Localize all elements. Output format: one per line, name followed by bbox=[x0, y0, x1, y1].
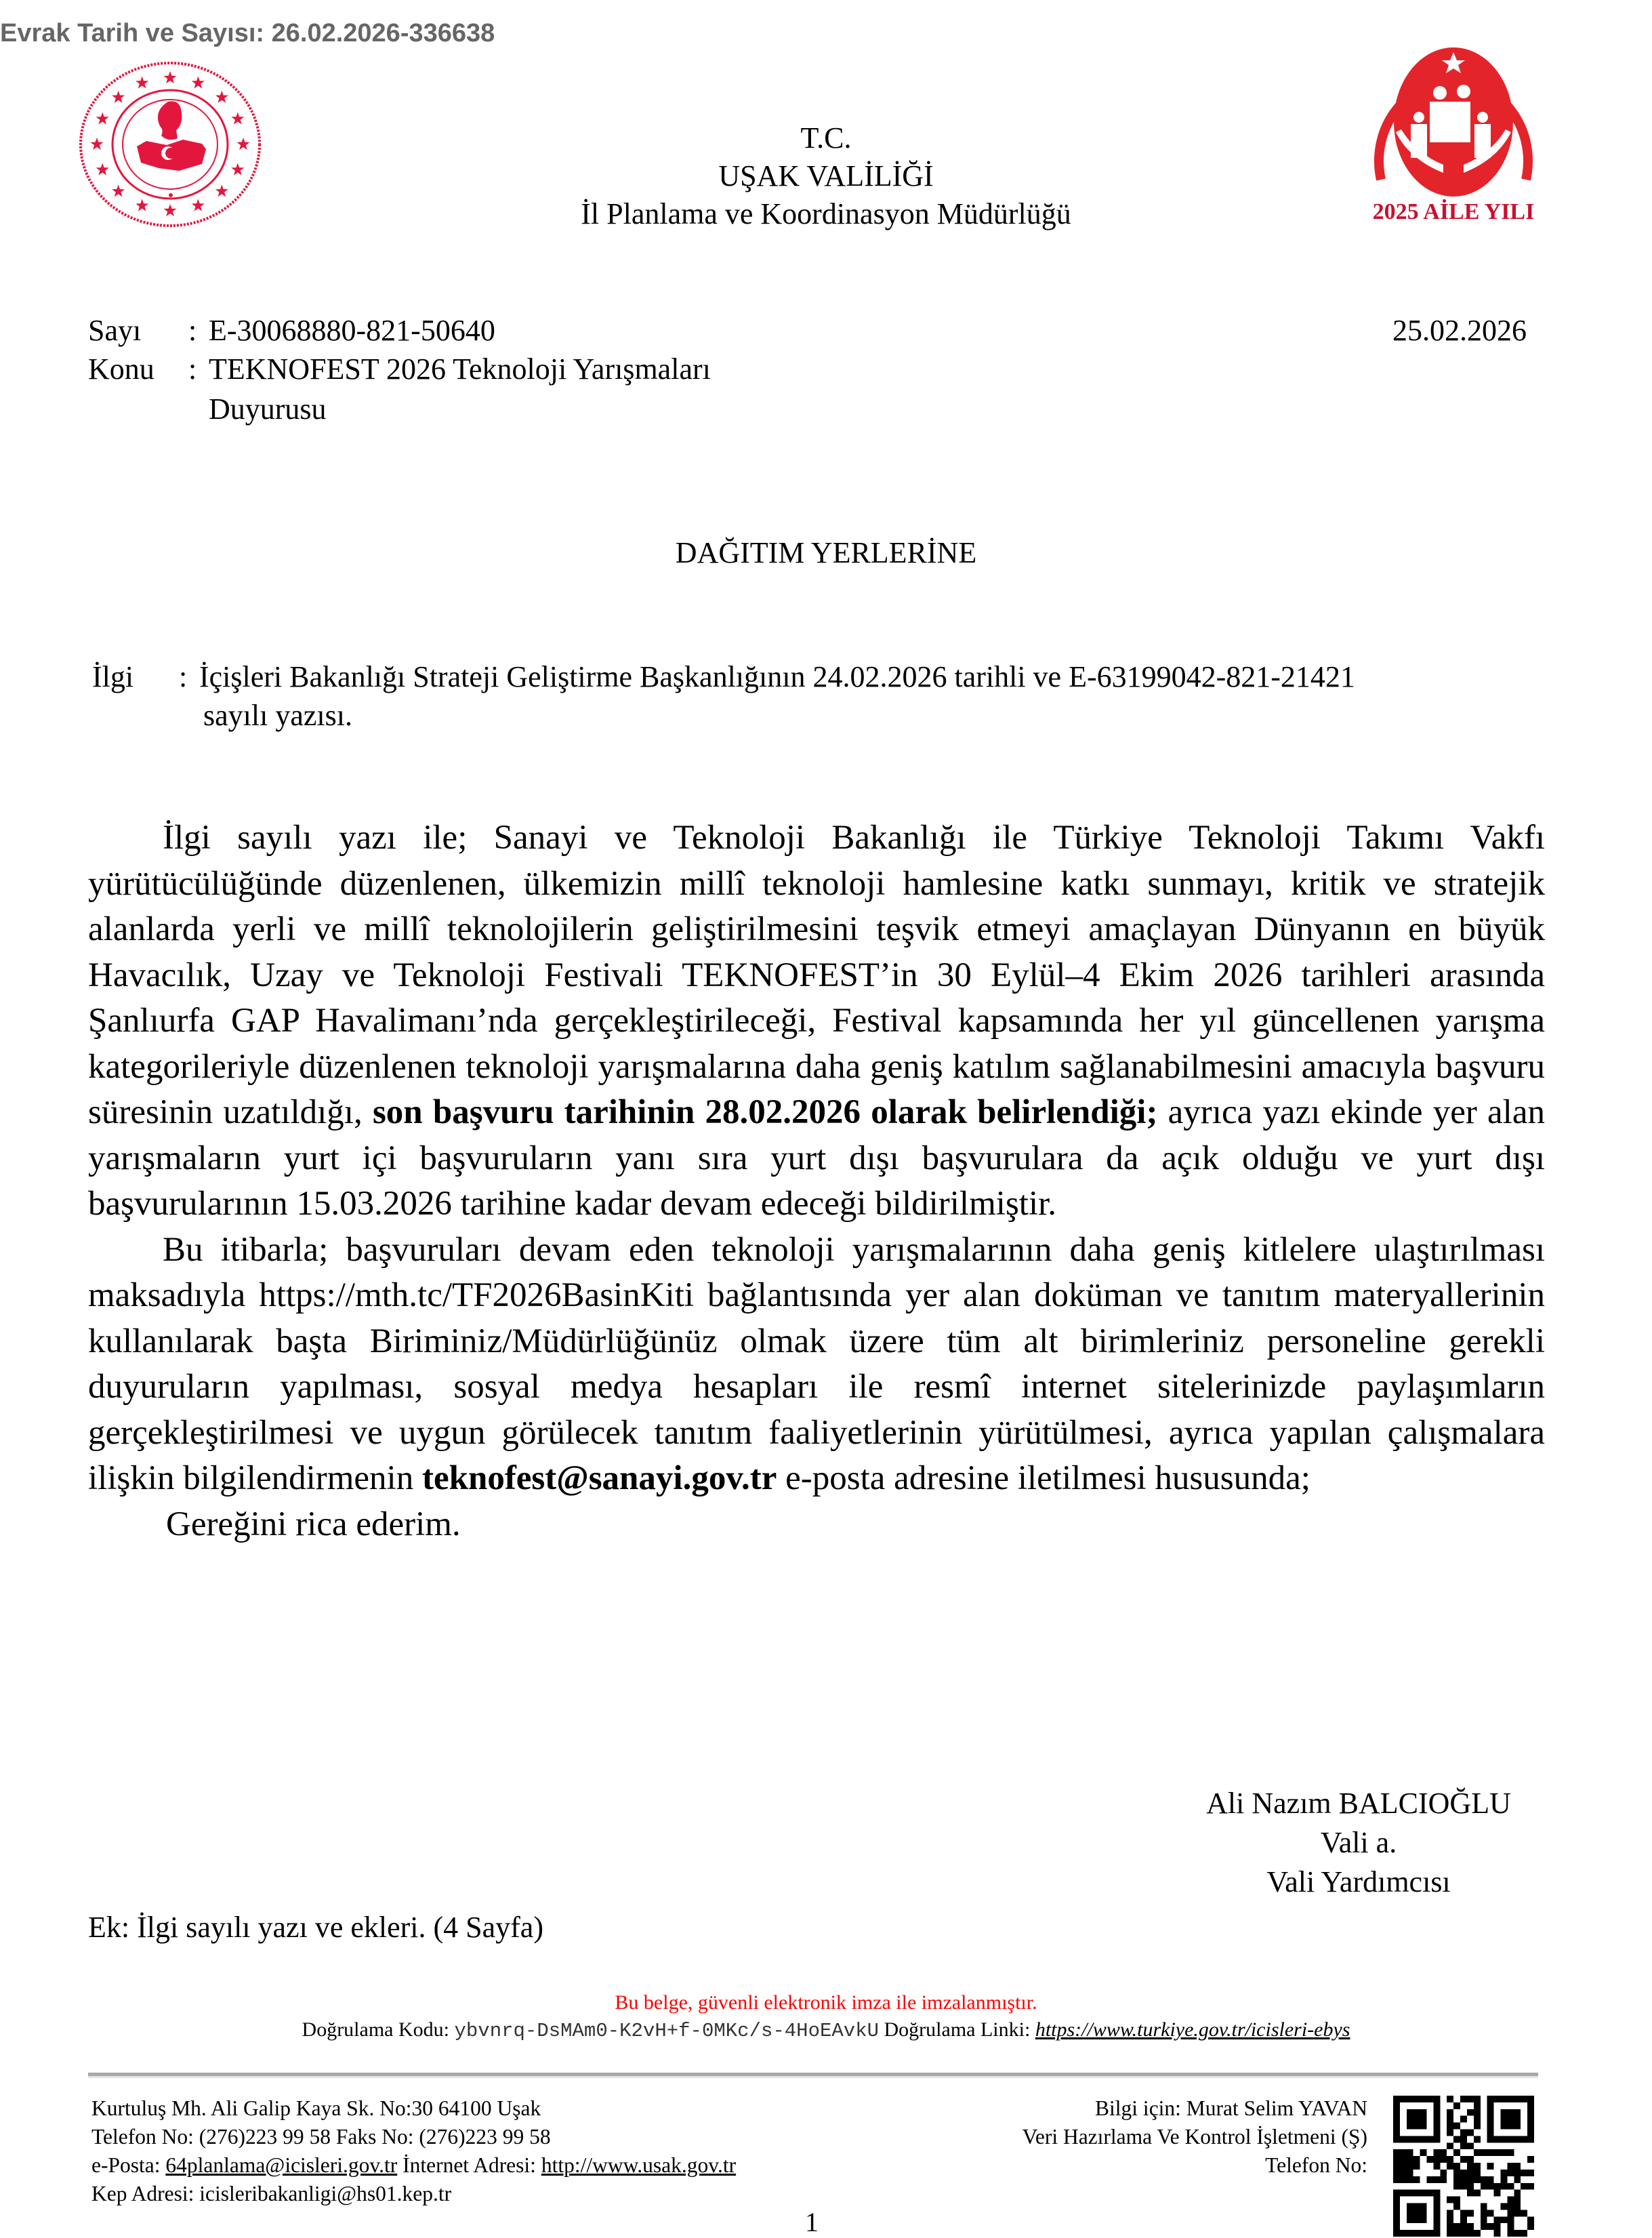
signer-title-2: Vali Yardımcısı bbox=[1266, 1865, 1451, 1898]
document-stamp: Evrak Tarih ve Sayısı: 26.02.2026-336638 bbox=[0, 19, 495, 47]
info-contact: Bilgi için: Murat Selim YAVAN bbox=[1095, 2096, 1367, 2120]
sayi-colon: : bbox=[188, 314, 197, 347]
logo-caption: 2025 AİLE YILI bbox=[1372, 199, 1535, 224]
signer-title-1: Vali a. bbox=[1320, 1826, 1397, 1859]
paragraph-2 bbox=[88, 1227, 1545, 1502]
seal-star-icon bbox=[112, 91, 125, 103]
qr-code-icon[interactable] bbox=[1392, 2096, 1535, 2237]
header-governorship: UŞAK VALİLİĞİ bbox=[718, 159, 934, 192]
verification-row bbox=[0, 2018, 1652, 2042]
p1-text-a: İlgi sayılı yazı ile; Sanayi ve Teknoloji Bakanlığı ile Türkiye Teknoloji Takımı Vakfı yürütücülüğünde düzenlenen, ülkemizin millî teknoloji hamlesine katkı sunmayı, kritik ve stratejik alanlarda yerli ve millî teknolojilerin geliştirilmesini teşvik etmeyi amaçlayan Dünyanın en büyük Havacılık, Uzay ve Teknoloji Festivali TEKNOFEST’in 30 Eylül–4 Ekim 2026 tarihleri arasında Şanlıurfa GAP Havalimanı’nda gerçekleştirileceği, Festival kapsamında her yıl güncellenen yarışma kategorileriyle düzenlenen teknoloji yarışmalarına daha geniş katılım sağlanabilmesini amacıyla başvuru süresinin uzatıldığı, bbox=[88, 819, 1545, 1131]
contact-email[interactable]: teknofest@sanayi.gov.tr bbox=[421, 1459, 777, 1497]
konu-value: TEKNOFEST 2026 Teknoloji Yarışmaları bbox=[209, 352, 711, 386]
seal-star-icon bbox=[136, 77, 148, 89]
footer-email-web bbox=[91, 2151, 736, 2180]
attachment-note: Ek: İlgi sayılı yazı ve ekleri. (4 Sayfa) bbox=[88, 1911, 543, 1944]
email-label: e-Posta: bbox=[91, 2153, 161, 2177]
footer-kep: Kep Adresi: icisleribakanligi@hs01.kep.tr bbox=[91, 2182, 452, 2205]
p2-text-b: e-posta adresine iletilmesi hususunda; bbox=[777, 1459, 1310, 1497]
verification-code-label: Doğrulama Kodu: bbox=[302, 2018, 449, 2041]
sayi-value: E-30068880-821-50640 bbox=[209, 314, 495, 347]
closing: Gereğini rica ederim. bbox=[166, 1505, 461, 1543]
footer-contact bbox=[91, 2094, 736, 2208]
p1-text-b: ayrıca yazı ekinde yer alan yarışmaların yurt içi başvuruların yanı sıra yurt dışı başvurulara da açık olduğu ve yurt dışı başvurularının 15.03.2026 tarihine kadar devam edeceği bildirilmiştir. bbox=[88, 1093, 1545, 1223]
ilgi-colon: : bbox=[179, 660, 188, 693]
p2-text-a: Bu itibarla; başvuruları devam eden teknoloji yarışmalarının daha geniş kitlelere ulaştırılması maksadıyla https://mth.tc/TF2026BasinKiti bağlantısında yer alan doküman ve tanıtım materyallerinin kullanılarak başta Biriminiz/Müdürlüğünüz olmak üzere tüm alt birimleriniz personeline gerekli duyuruların yapılması, sosyal medya hesapları ile resmî internet sitelerinizde paylaşımların gerçekleştirilmesi ve uygun görülecek tanıtım faaliyetlerinin yürütülmesi, ayrıca yapılan çalışmalara ilişkin bilgilendirmenin bbox=[88, 1230, 1545, 1497]
web-label: İnternet Adresi: bbox=[402, 2153, 536, 2177]
meta-konu bbox=[88, 352, 711, 386]
footer-phone: Telefon No: (276)223 99 58 Faks No: (276)223 99 58 bbox=[91, 2125, 551, 2149]
verification-link-label: Doğrulama Linki: bbox=[884, 2018, 1031, 2041]
e-signature-note: Bu belge, güvenli elektronik imza ile imzalanmıştır. bbox=[615, 1991, 1037, 2014]
konu-colon: : bbox=[188, 352, 197, 386]
konu-value-continued: Duyurusu bbox=[209, 392, 327, 426]
ilgi-row bbox=[92, 659, 1355, 694]
recipient-heading: DAĞITIM YERLERİNE bbox=[675, 536, 977, 569]
meta-sayi bbox=[88, 313, 495, 348]
footer-divider bbox=[88, 2073, 1538, 2078]
info-role: Veri Hazırlama Ve Kontrol İşletmeni (Ş) bbox=[1022, 2125, 1367, 2149]
header-tc: T.C. bbox=[800, 121, 852, 155]
sayi-label: Sayı bbox=[88, 314, 142, 347]
ilgi-line1: İçişleri Bakanlığı Strateji Geliştirme Başkanlığının 24.02.2026 tarihli ve E-63199042-821-21421 bbox=[199, 660, 1355, 693]
footer-web-link[interactable]: http://www.usak.gov.tr bbox=[541, 2153, 737, 2177]
footer-info bbox=[1023, 2094, 1367, 2180]
konu-label: Konu bbox=[88, 352, 154, 386]
document-date: 25.02.2026 bbox=[1392, 314, 1527, 347]
seal-star-icon bbox=[164, 71, 177, 83]
footer-address: Kurtuluş Mh. Ali Galip Kaya Sk. No:30 64100 Uşak bbox=[91, 2096, 541, 2120]
ilgi-label: İlgi bbox=[92, 660, 134, 693]
page-number: 1 bbox=[805, 2207, 819, 2237]
seal-star-icon bbox=[215, 91, 228, 103]
seal-star-icon bbox=[192, 77, 205, 89]
ilgi-line2: sayılı yazısı. bbox=[203, 699, 352, 732]
verification-code: ybvnrq-DsMAm0-K2vH+f-0MKc/s-4HoEAvkU bbox=[454, 2020, 880, 2042]
header-directorate: İl Planlama ve Koordinasyon Müdürlüğü bbox=[581, 197, 1071, 230]
letter-body bbox=[88, 815, 1545, 1547]
footer-email-link[interactable]: 64planlama@icisleri.gov.tr bbox=[165, 2153, 398, 2177]
letterhead bbox=[0, 119, 1652, 233]
info-phone: Telefon No: bbox=[1265, 2153, 1367, 2177]
signer-name: Ali Nazım BALCIOĞLU bbox=[1206, 1787, 1511, 1820]
deadline-emphasis: son başvuru tarihinin 28.02.2026 olarak belirlendiği; bbox=[372, 1093, 1158, 1131]
verification-link[interactable]: https://www.turkiye.gov.tr/icisleri-ebys bbox=[1035, 2018, 1350, 2041]
paragraph-1 bbox=[88, 815, 1545, 1227]
signature-block bbox=[1169, 1784, 1548, 1902]
